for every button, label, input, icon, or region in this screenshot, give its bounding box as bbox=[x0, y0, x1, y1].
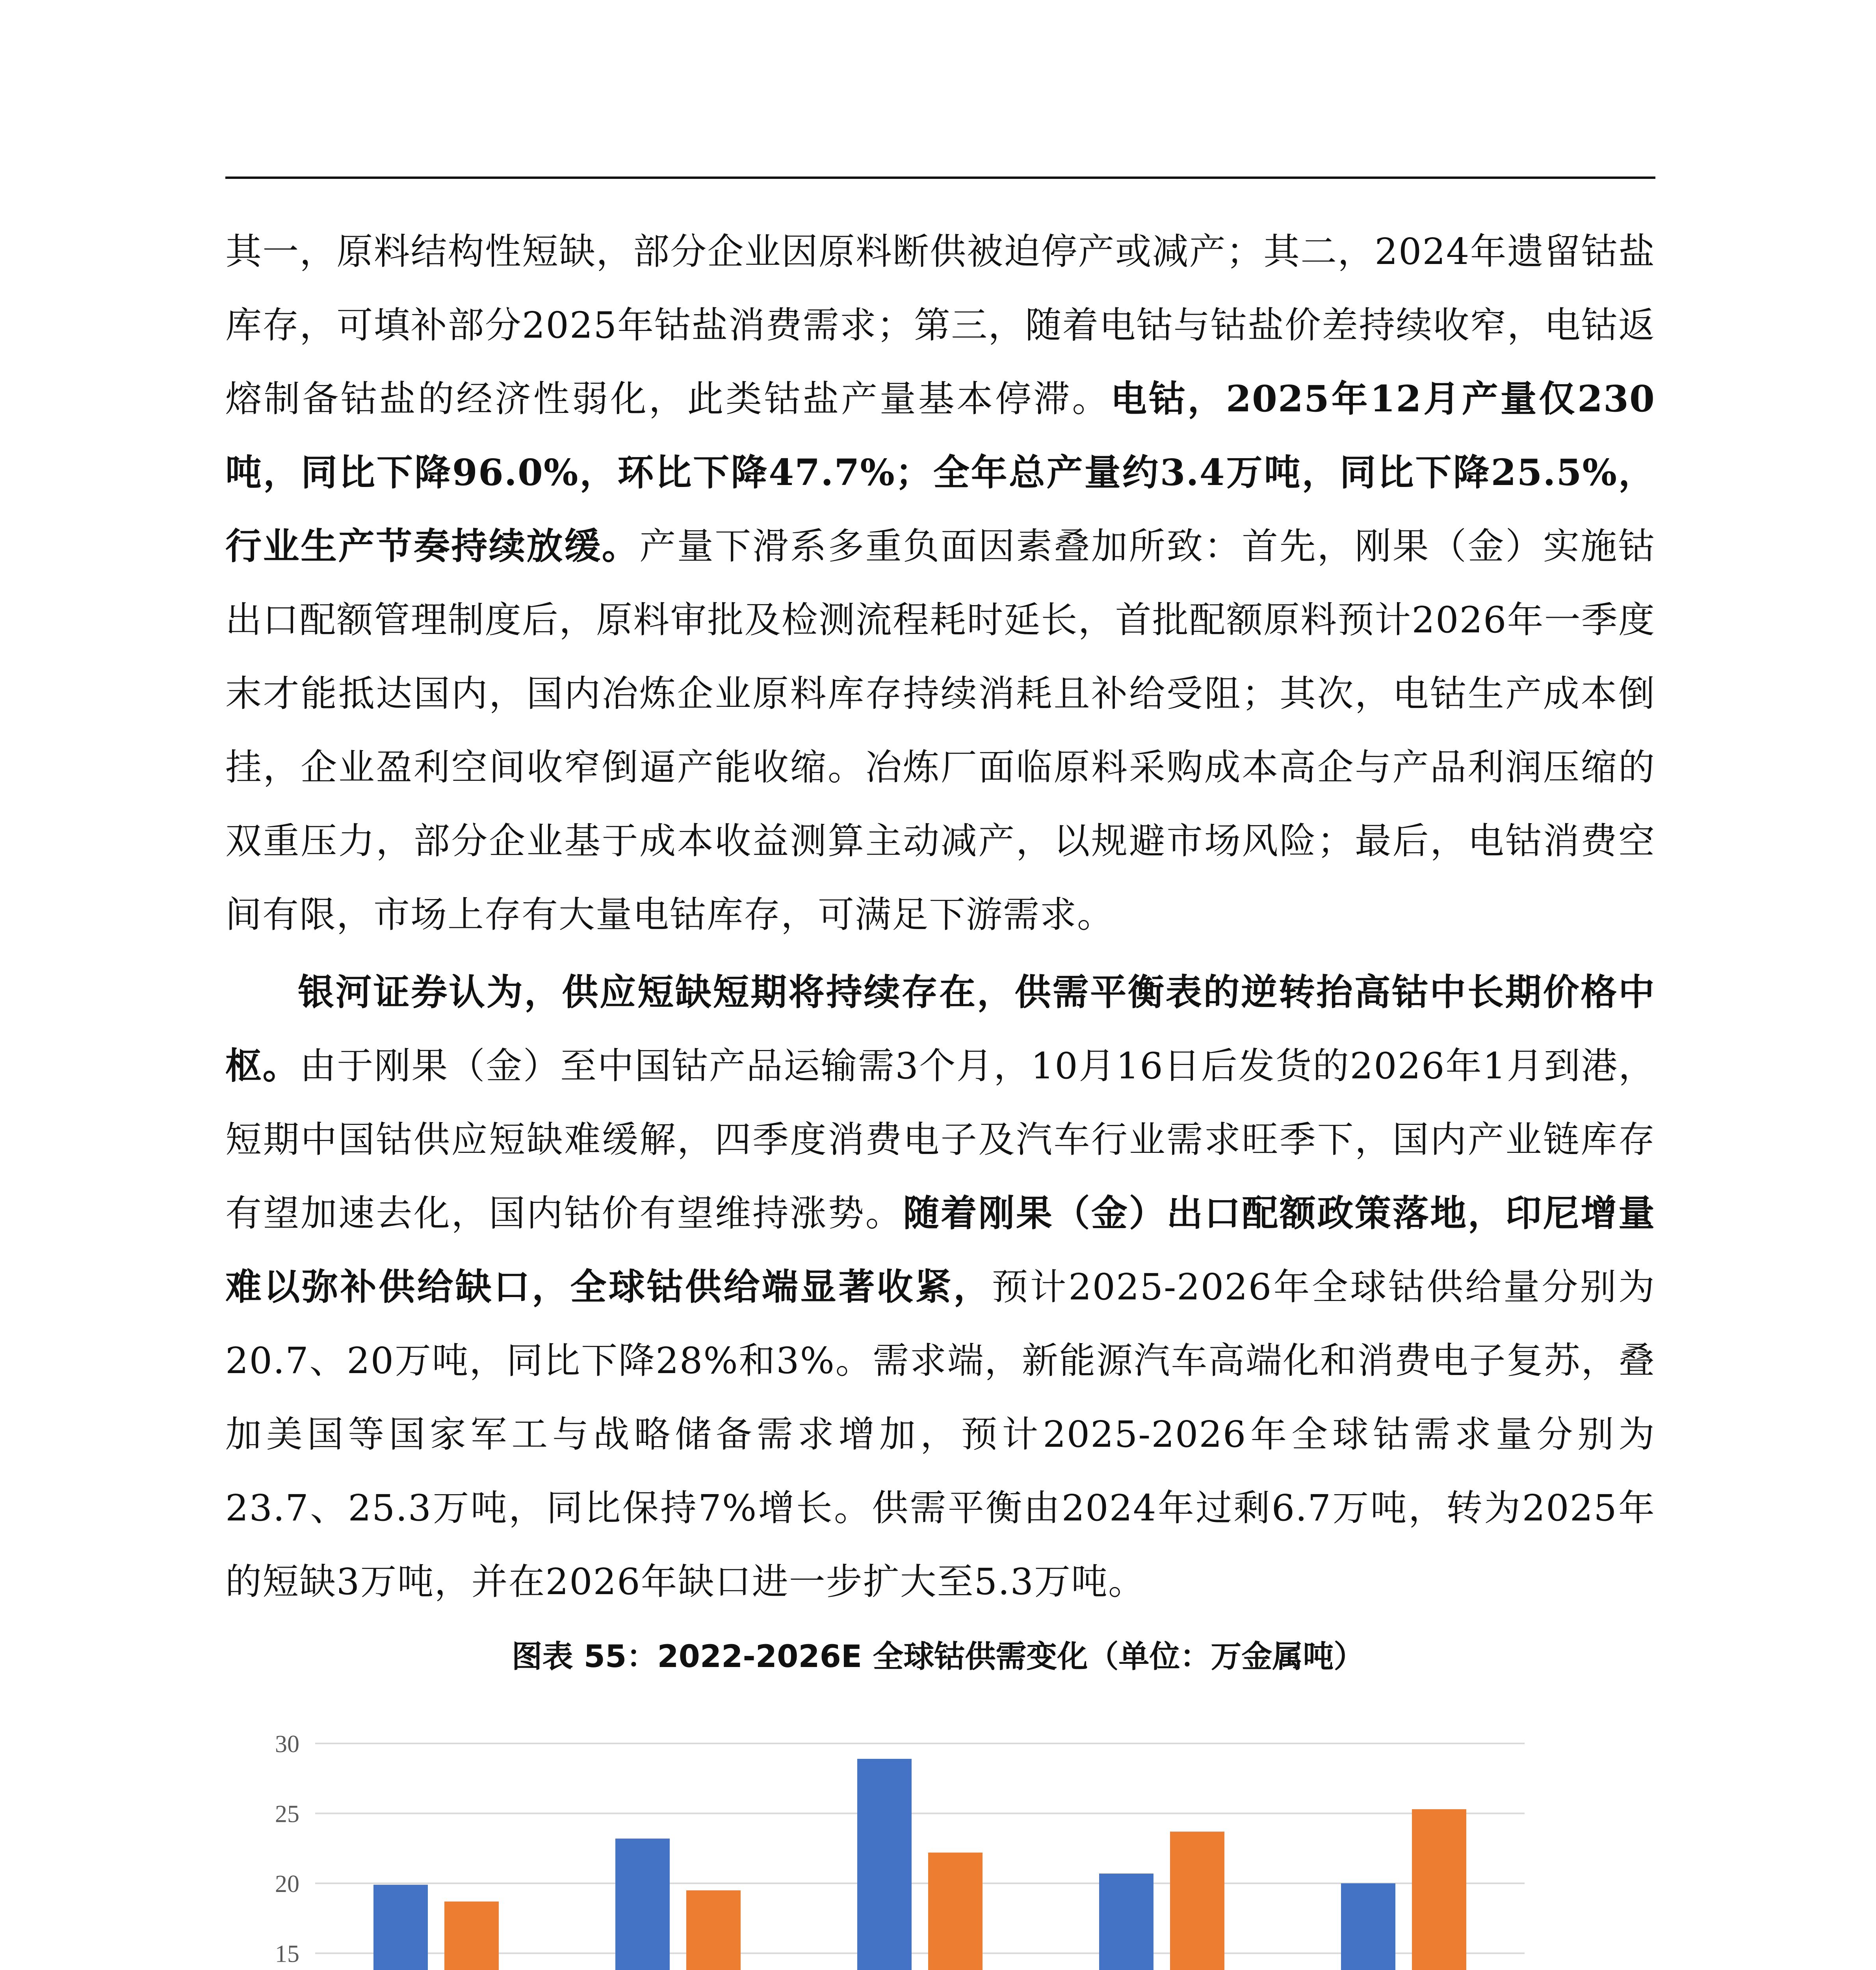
bar-demand bbox=[928, 1853, 983, 1970]
bar-supply bbox=[373, 1885, 428, 1970]
bar-supply bbox=[857, 1759, 912, 1970]
paragraph-2-text-2: 预计2025-2026年全球钴供给量分别为20.7、20万吨，同比下降28%和3%。需求端，新能源汽车高端化和消费电子复苏，叠加美国等国家军工与战略储备需求增加，预计2025-2026年全球钴需求量分别为23.7、25.3万吨，同比保持7%增长。供需平衡由2024年过剩6.7万吨，转为2025年的短缺3万吨，并在2026年缺口进一步扩大至5.3万吨。 bbox=[225, 1266, 1655, 1603]
y-tick-label: 15 bbox=[275, 1940, 299, 1968]
bar-supply bbox=[1341, 1883, 1395, 1970]
paragraph-2-bold-text-1: 银河证券认为，供应短缺短期将持续存在，供需平衡表的逆转抬高钴中长期价格中枢。 bbox=[225, 971, 1655, 1087]
paragraph-1-text-1: 其一，原料结构性短缺，部分企业因原料断供被迫停产或减产；其二，2024年遗留钴盐库存，可填补部分2025年钴盐消费需求；第三，随着电钴与钴盐价差持续收窄，电钴返熔制备钴盐的经济性弱化，此类钴盐产量基本停滞。 bbox=[225, 230, 1655, 420]
paragraph-1-text-2: 产量下滑系多重负面因素叠加所致：首先，刚果（金）实施钴出口配额管理制度后，原料审批及检测流程耗时延长，首批配额原料预计2026年一季度末才能抵达国内，国内冶炼企业原料库存持续消耗且补给受阻；其次，电钴生产成本倒挂，企业盈利空间收窄倒逼产能收缩。冶炼厂面临原料采购成本高企与产品利润压缩的双重压力，部分企业基于成本收益测算主动减产，以规避市场风险；最后，电钴消费空间有限，市场上存有大量电钴库存，可满足下游需求。 bbox=[225, 525, 1655, 936]
bar-demand bbox=[444, 1901, 499, 1970]
chart-title: 图表 55：2022-2026E 全球钴供需变化（单位：万金属吨） bbox=[511, 1639, 1365, 1674]
paragraph-2-text-1: 由于刚果（金）至中国钴产品运输需3个月，10月16日后发货的2026年1月到港，短期中国钴供应短缺难缓解，四季度消费电子及汽车行业需求旺季下，国内产业链库存有望加速去化，国内钴价有望维持涨势。 bbox=[225, 1045, 1655, 1234]
bar-supply bbox=[1099, 1873, 1153, 1970]
y-tick-label: 25 bbox=[275, 1801, 299, 1828]
paragraph-1-bold-text: 电钴，2025年12月产量仅230吨，同比下降96.0%，环比下降47.7%；全年总产量约3.4万吨，同比下降25.5%，行业生产节奏持续放缓。 bbox=[225, 377, 1655, 567]
paragraph-2 bbox=[225, 955, 1655, 1619]
bar-supply bbox=[615, 1838, 670, 1970]
bar-demand bbox=[1170, 1832, 1224, 1970]
y-tick-label: 30 bbox=[275, 1731, 299, 1758]
y-tick-label: 20 bbox=[275, 1871, 299, 1898]
bar-demand bbox=[686, 1890, 741, 1970]
cobalt-supply-demand-chart bbox=[236, 1706, 1576, 1970]
paragraph-1 bbox=[225, 215, 1655, 952]
paragraph-2-bold-text-2: 随着刚果（金）出口配额政策落地，印尼增量难以弥补供给缺口，全球钴供给端显著收紧， bbox=[225, 1192, 1655, 1308]
bar-demand bbox=[1412, 1809, 1466, 1970]
header-rule bbox=[225, 177, 1655, 179]
